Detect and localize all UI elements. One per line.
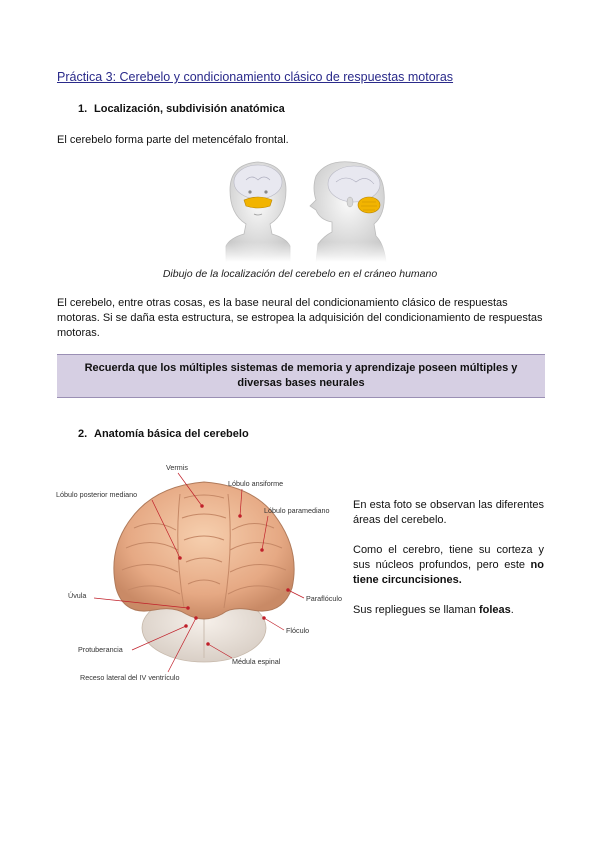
intro-paragraph: El cerebelo forma parte del metencéfalo frontal. xyxy=(57,134,289,146)
label-receso-lateral: Receso lateral del IV ventrículo xyxy=(80,673,180,682)
label-medula-espinal: Médula espinal xyxy=(232,657,281,666)
callout-text: Recuerda que los múltiples sistemas de memoria y aprendizaje poseen múltiples y diversas bases neurales xyxy=(84,362,518,389)
label-vermis: Vermis xyxy=(166,463,188,472)
cortex-paragraph xyxy=(353,543,544,588)
cortex-text: Como el cerebro, tiene su corteza y sus núcleos profundos, pero este xyxy=(353,544,544,571)
label-paraflocculo: Paraflóculo xyxy=(306,594,342,603)
reminder-callout xyxy=(57,354,545,398)
label-lobulo-paramediano: Lóbulo paramediano xyxy=(264,506,330,515)
foleas-bold: foleas xyxy=(478,604,511,616)
label-lobulo-posterior: Lóbulo posterior mediano xyxy=(56,490,138,499)
cerebellum-anatomy-figure xyxy=(56,458,346,690)
page-title: Práctica 3: Cerebelo y condicionamiento clásico de respuestas motoras xyxy=(57,70,454,84)
section-number: 1. xyxy=(78,103,88,115)
section-heading-localizacion xyxy=(78,103,285,115)
foleas-text: Sus repliegues se llaman xyxy=(353,604,479,616)
label-lobulo-ansiforme: Lóbulo ansiforme xyxy=(228,479,284,488)
section-title: Localización, subdivisión anatómica xyxy=(94,103,285,115)
section-number: 2. xyxy=(78,428,88,440)
label-uvula: Úvula xyxy=(68,591,87,600)
cerebellum-paragraph: El cerebelo, entre otras cosas, es la base neural del condicionamiento clásico de respuestas motoras. Si se daña esta estructura, se estropea la adquisición del condicionamiento de respuestas motoras. xyxy=(57,297,543,339)
figure-description: En esta foto se observan las diferentes áreas del cerebelo. xyxy=(353,499,544,526)
foleas-paragraph xyxy=(353,603,544,618)
cortex-bold: no tiene circuncisiones. xyxy=(353,559,544,586)
cerebellum-location-illustration xyxy=(216,158,396,262)
foleas-period: . xyxy=(510,604,514,616)
label-protuberancia: Protuberancia xyxy=(78,645,123,654)
label-floculo: Flóculo xyxy=(286,626,310,635)
cerebellum-shape xyxy=(114,482,294,619)
section-title: Anatomía básica del cerebelo xyxy=(94,428,249,440)
section-heading-anatomia xyxy=(78,428,249,440)
figure-caption: Dibujo de la localización del cerebelo en el cráneo humano xyxy=(162,268,438,280)
